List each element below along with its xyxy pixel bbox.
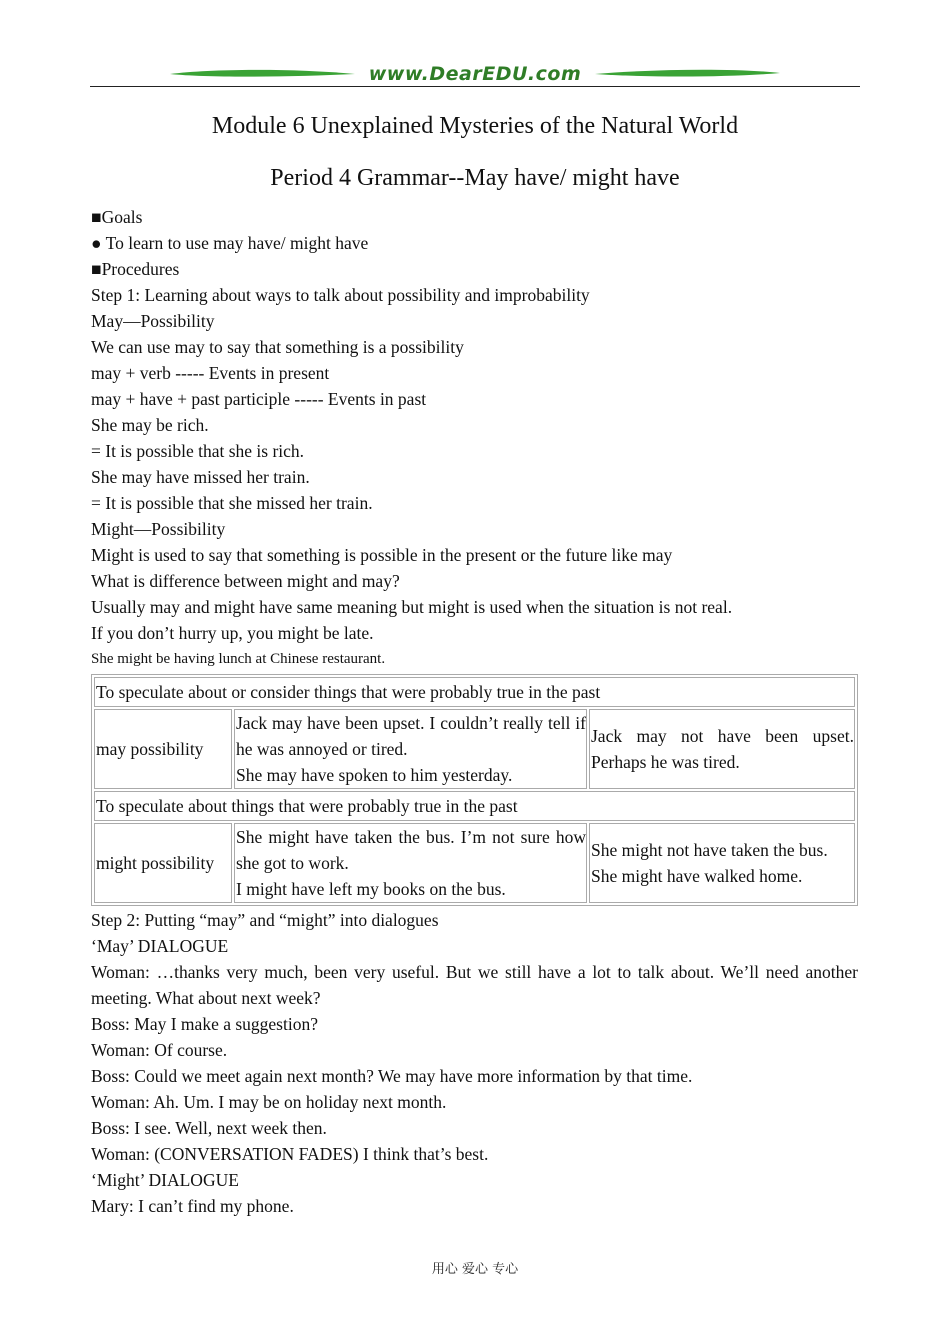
dialogue-line: Mary: I can’t find my phone. (91, 1196, 294, 1216)
grammar-table (91, 674, 858, 906)
step1-heading: Step 1: Learning about ways to talk about possibility and improbability (91, 285, 590, 305)
procedures-heading: ■Procedures (91, 259, 180, 279)
table-example-cell (589, 709, 855, 789)
example-text: Jack may not have been upset. Perhaps he was tired. (591, 726, 854, 772)
example-text: She may have spoken to him yesterday. (236, 765, 513, 785)
dialogue-line: Boss: I see. Well, next week then. (91, 1118, 327, 1138)
example-text: She might have taken the bus. I’m not sure how she got to work. (236, 827, 586, 873)
dialogue-line: Boss: Could we meet again next month? We may have more information by that time. (91, 1066, 693, 1086)
text-line: may + verb ----- Events in present (91, 363, 330, 383)
text-line: She may have missed her train. (91, 467, 310, 487)
step2-heading: Step 2: Putting “may” and “might” into dialogues (91, 910, 439, 930)
page-footer: 用心 爱心 专心 (431, 1262, 519, 1277)
dialogue-title: ‘Might’ DIALOGUE (91, 1170, 239, 1190)
dialogue-line: Woman: (CONVERSATION FADES) I think that’s best. (91, 1144, 489, 1164)
table-span-cell: To speculate about things that were probably true in the past (94, 791, 855, 821)
text-line: = It is possible that she missed her train. (91, 493, 373, 513)
dialogue-line: Woman: …thanks very much, been very useful. But we still have a lot to talk about. We’ll need another meeting. What about next week? (91, 962, 858, 1008)
text-line: We can use may to say that something is a possibility (91, 337, 464, 357)
table-span-cell: To speculate about or consider things that were probably true in the past (94, 677, 855, 707)
text-line: Usually may and might have same meaning but might is used when the situation is not real. (91, 597, 733, 617)
text-line: What is difference between might and may? (91, 571, 400, 591)
dialogue-line: Boss: May I make a suggestion? (91, 1014, 318, 1034)
table-row (94, 677, 855, 707)
text-line: May—Possibility (91, 311, 215, 331)
text-line: Might is used to say that something is possible in the present or the future like may (91, 545, 673, 565)
goals-heading: ■Goals (91, 207, 143, 227)
dialogue-title: ‘May’ DIALOGUE (91, 936, 229, 956)
page-subtitle: Period 4 Grammar--May have/ might have (270, 165, 680, 191)
table-label-cell: might possibility (94, 823, 232, 903)
example-text: She might not have taken the bus. (591, 840, 828, 860)
table-example-cell (234, 709, 587, 789)
example-text: I might have left my books on the bus. (236, 879, 506, 899)
text-line: = It is possible that she is rich. (91, 441, 305, 461)
page-header (90, 62, 860, 90)
header-rule (90, 86, 860, 87)
text-line: Might—Possibility (91, 519, 226, 539)
dialogue-line: Woman: Ah. Um. I may be on holiday next month. (91, 1092, 447, 1112)
dialogue-line: Woman: Of course. (91, 1040, 228, 1060)
table-row (94, 791, 855, 821)
text-line: may + have + past participle ----- Events in past (91, 389, 427, 409)
table-row (94, 709, 855, 789)
table-example-cell (234, 823, 587, 903)
text-line: She may be rich. (91, 415, 209, 435)
table-example-cell (589, 823, 855, 903)
example-text: She might have walked home. (591, 866, 803, 886)
text-line-small: She might be having lunch at Chinese restaurant. (91, 651, 386, 667)
table-label-cell: may possibility (94, 709, 232, 789)
goal-item: ● To learn to use may have/ might have (91, 233, 369, 253)
site-logo: www.DearEDU.com (368, 63, 582, 85)
table-row (94, 823, 855, 903)
logo-swoosh-right (595, 68, 780, 80)
document-body (91, 204, 858, 1219)
text-line: If you don’t hurry up, you might be late. (91, 623, 374, 643)
example-text: Jack may have been upset. I couldn’t really tell if he was annoyed or tired. (236, 713, 586, 759)
page-title: Module 6 Unexplained Mysteries of the Natural World (211, 113, 739, 139)
